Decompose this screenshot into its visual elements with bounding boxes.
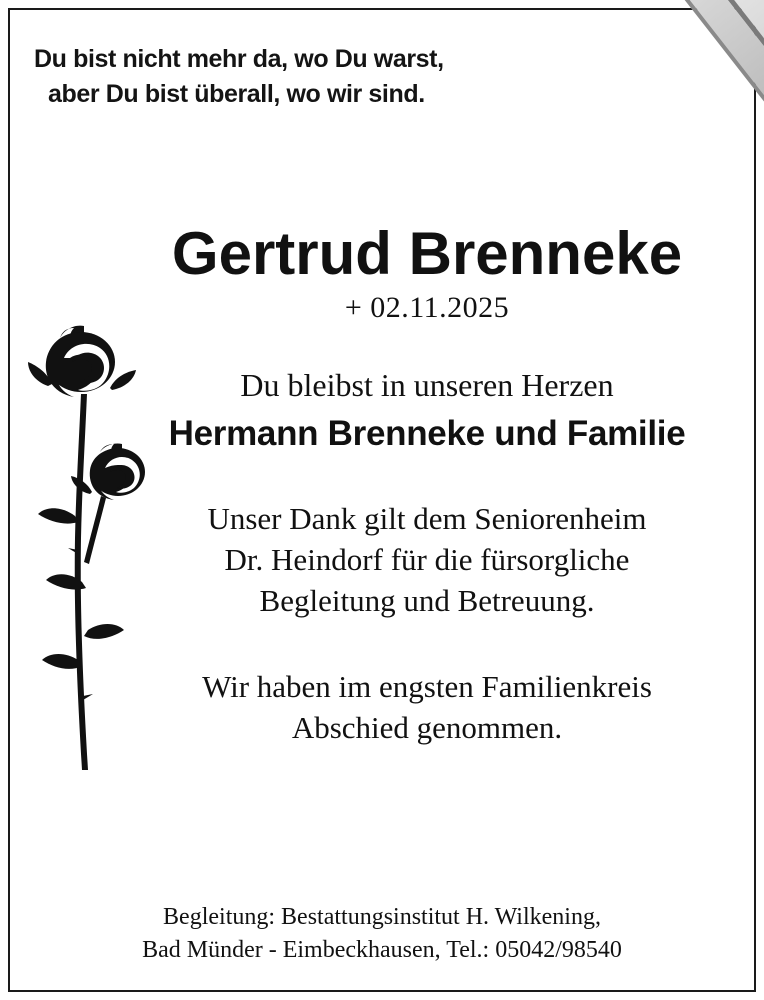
farewell-line-2: Abschied genommen. <box>291 709 563 745</box>
deceased-name: Gertrud Brenneke <box>171 220 683 287</box>
death-date: + 02.11.2025 <box>344 291 510 324</box>
thanks-text <box>120 498 734 622</box>
thanks-line-1: Unser Dank gilt dem Seniorenheim <box>207 501 647 536</box>
footer-line-1: Begleitung: Bestattungsinstitut H. Wilkening, <box>163 904 601 931</box>
farewell-text <box>120 666 734 748</box>
farewell-line-1: Wir haben im engsten Familienkreis <box>202 668 652 704</box>
memorial-line: Du bleibst in unseren Herzen <box>240 367 614 403</box>
footer-line-2: Bad Münder - Eimbeckhausen, Tel.: 05042/98540 <box>142 936 622 963</box>
family-line: Hermann Brenneke und Familie <box>168 414 686 453</box>
funeral-home-footer <box>30 901 734 966</box>
verse-line-2: aber Du bist überall, wo wir sind. <box>48 79 425 108</box>
notice-content <box>120 222 734 748</box>
thanks-line-3: Begleitung und Betreuung. <box>259 583 595 619</box>
verse-line-1: Du bist nicht mehr da, wo Du warst, <box>34 45 444 73</box>
verse-text <box>34 42 554 111</box>
thanks-line-2: Dr. Heindorf für die fürsorgliche <box>224 542 630 578</box>
